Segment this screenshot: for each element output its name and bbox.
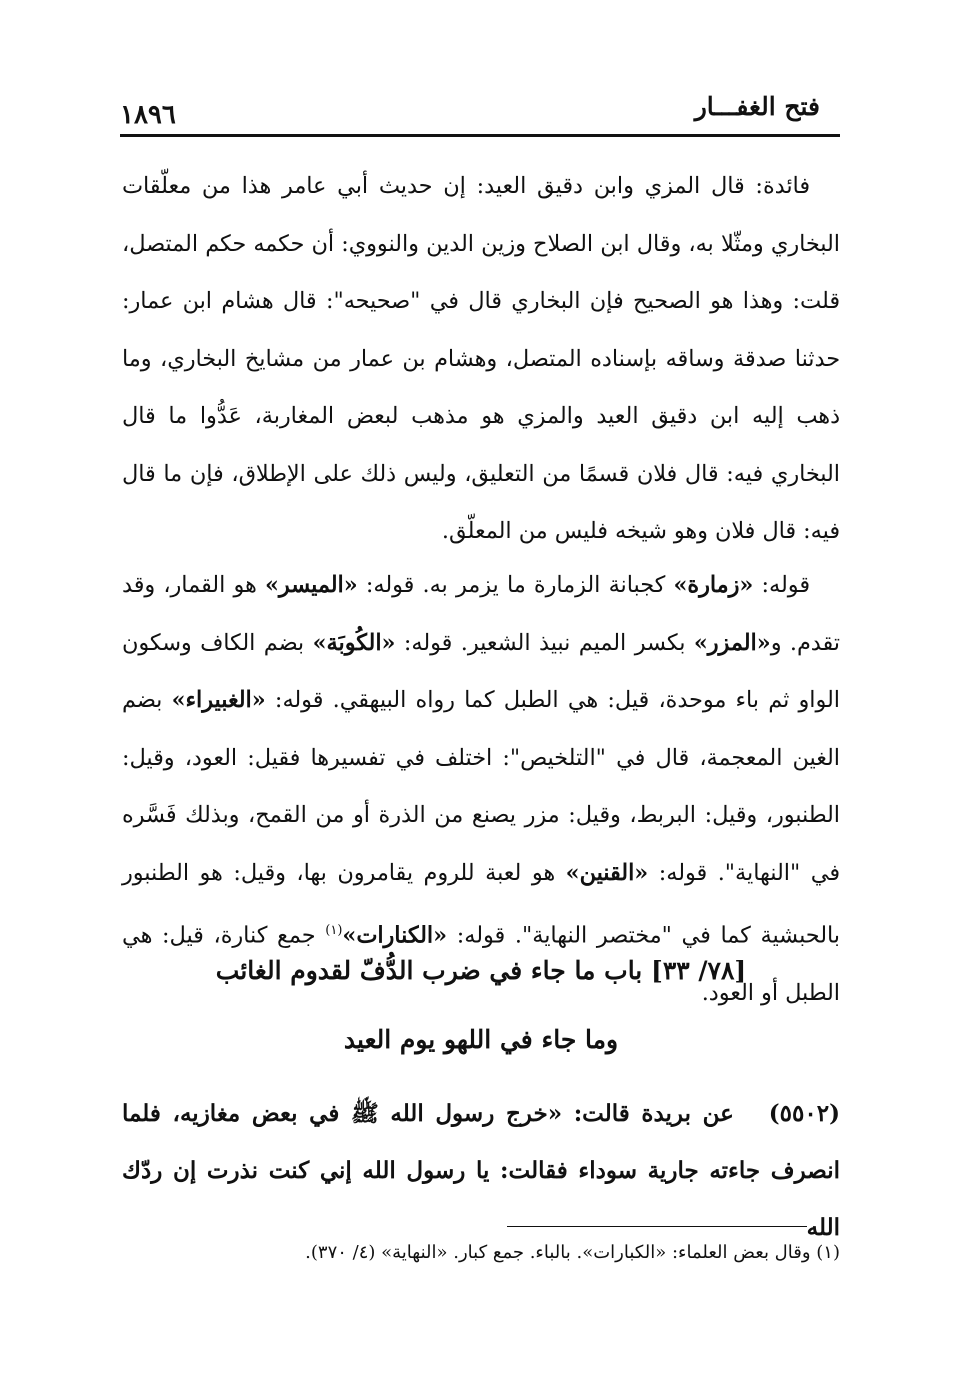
page-header bbox=[120, 88, 840, 138]
running-title: فتح الغفـــار bbox=[694, 92, 820, 121]
keyword: «القنين» bbox=[565, 859, 649, 886]
keyword: «زمارة» bbox=[673, 572, 754, 598]
keyword: «الغبيراء» bbox=[171, 687, 266, 713]
text-run: هو القمار، وقد تقدم. و bbox=[122, 572, 840, 656]
text-run: بضم الكاف وسكون الواو ثم باء موحدة، قيل: هي الطبل كما رواه البيهقي. قوله: bbox=[122, 629, 840, 713]
hadith-body: عن بريدة قالت: «خرج رسول الله ﷺ في بعض مغازيه، فلما انصرف جاءته جارية سوداء فقالت: يا رسول الله إني كنت نذرت إن ردّك الله bbox=[122, 1100, 840, 1241]
keyword: «الكنارات» bbox=[342, 922, 448, 949]
text-run: هو لعبة للروم يقامرون بها، وقيل: هو الطنبور بالحبشية كما في "مختصر النهاية". قوله: bbox=[122, 859, 840, 949]
page-number: ١٨٩٦ bbox=[120, 100, 176, 130]
text-run: بكسر الميم نبيذ الشعير. قوله: bbox=[395, 629, 694, 656]
paragraph-text bbox=[122, 557, 840, 1022]
keyword: «الكُوبَة» bbox=[312, 629, 396, 656]
keyword: «الميسر» bbox=[264, 572, 358, 598]
text-run: قوله: bbox=[753, 572, 810, 598]
keyword: «المزر» bbox=[693, 629, 771, 656]
chapter-subheading: وما جاء في اللهو يوم العيد bbox=[343, 1025, 619, 1054]
commentary-paragraph-2 bbox=[122, 557, 840, 1022]
text-run: جمع كنارة، قيل: هي الطبل أو العود. bbox=[122, 922, 840, 1006]
hadith-text bbox=[122, 1085, 840, 1256]
chapter-heading: [٧٨/ ٣٣] باب ما جاء في ضرب الدُّفّ لقدوم الغائب bbox=[215, 956, 747, 985]
header-rule bbox=[120, 134, 840, 137]
footnote-separator bbox=[507, 1226, 807, 1227]
commentary-paragraph-1 bbox=[122, 158, 840, 561]
paragraph-text: فائدة: قال المزي وابن دقيق العيد: إن حديث أبي عامر هذا من معلّقات البخاري ومثّلا به، وقال ابن الصلاح وزين الدين والنووي: أن حكمه حكم المتصل، قلت: وهذا هو الصحيح فإن البخاري قال في "صحيحه": قال هشام ابن عمار: حدثنا صدقة وساقه بإسناده المتصل، وهشام بن عمار من مشايخ البخاري، وما ذهب إليه ابن دقيق العيد والمزي هو مذهب لبعض المغاربة، عَدُّوا ما قال البخاري فيه: قال فلان قسمًا من التعليق، وليس ذلك على الإطلاق، فإن ما قال فيه: قال فلان وهو شيخه فليس من المعلّق. bbox=[122, 173, 840, 544]
text-run: كجبانة الزمارة ما يزمر به. قوله: bbox=[357, 572, 674, 598]
footnote: (١) وقال بعض العلماء: «الكبارات». بالباء. جمع كبار. «النهاية» (٤/ ٣٧٠). bbox=[305, 1242, 840, 1263]
footnote-marker[interactable]: (١) bbox=[325, 923, 343, 938]
hadith-number: (٥٥٠٢) bbox=[768, 1100, 840, 1127]
text-run: بضم الغين المعجمة، قال في "التلخيص": اختلف في تفسيرها فقيل: العود، وقيل: الطنبور، وقيل: البربط، وقيل: مزر يصنع من الذرة أو من القمح، وبذلك فَسَّره في "النهاية". قوله: bbox=[122, 687, 840, 886]
